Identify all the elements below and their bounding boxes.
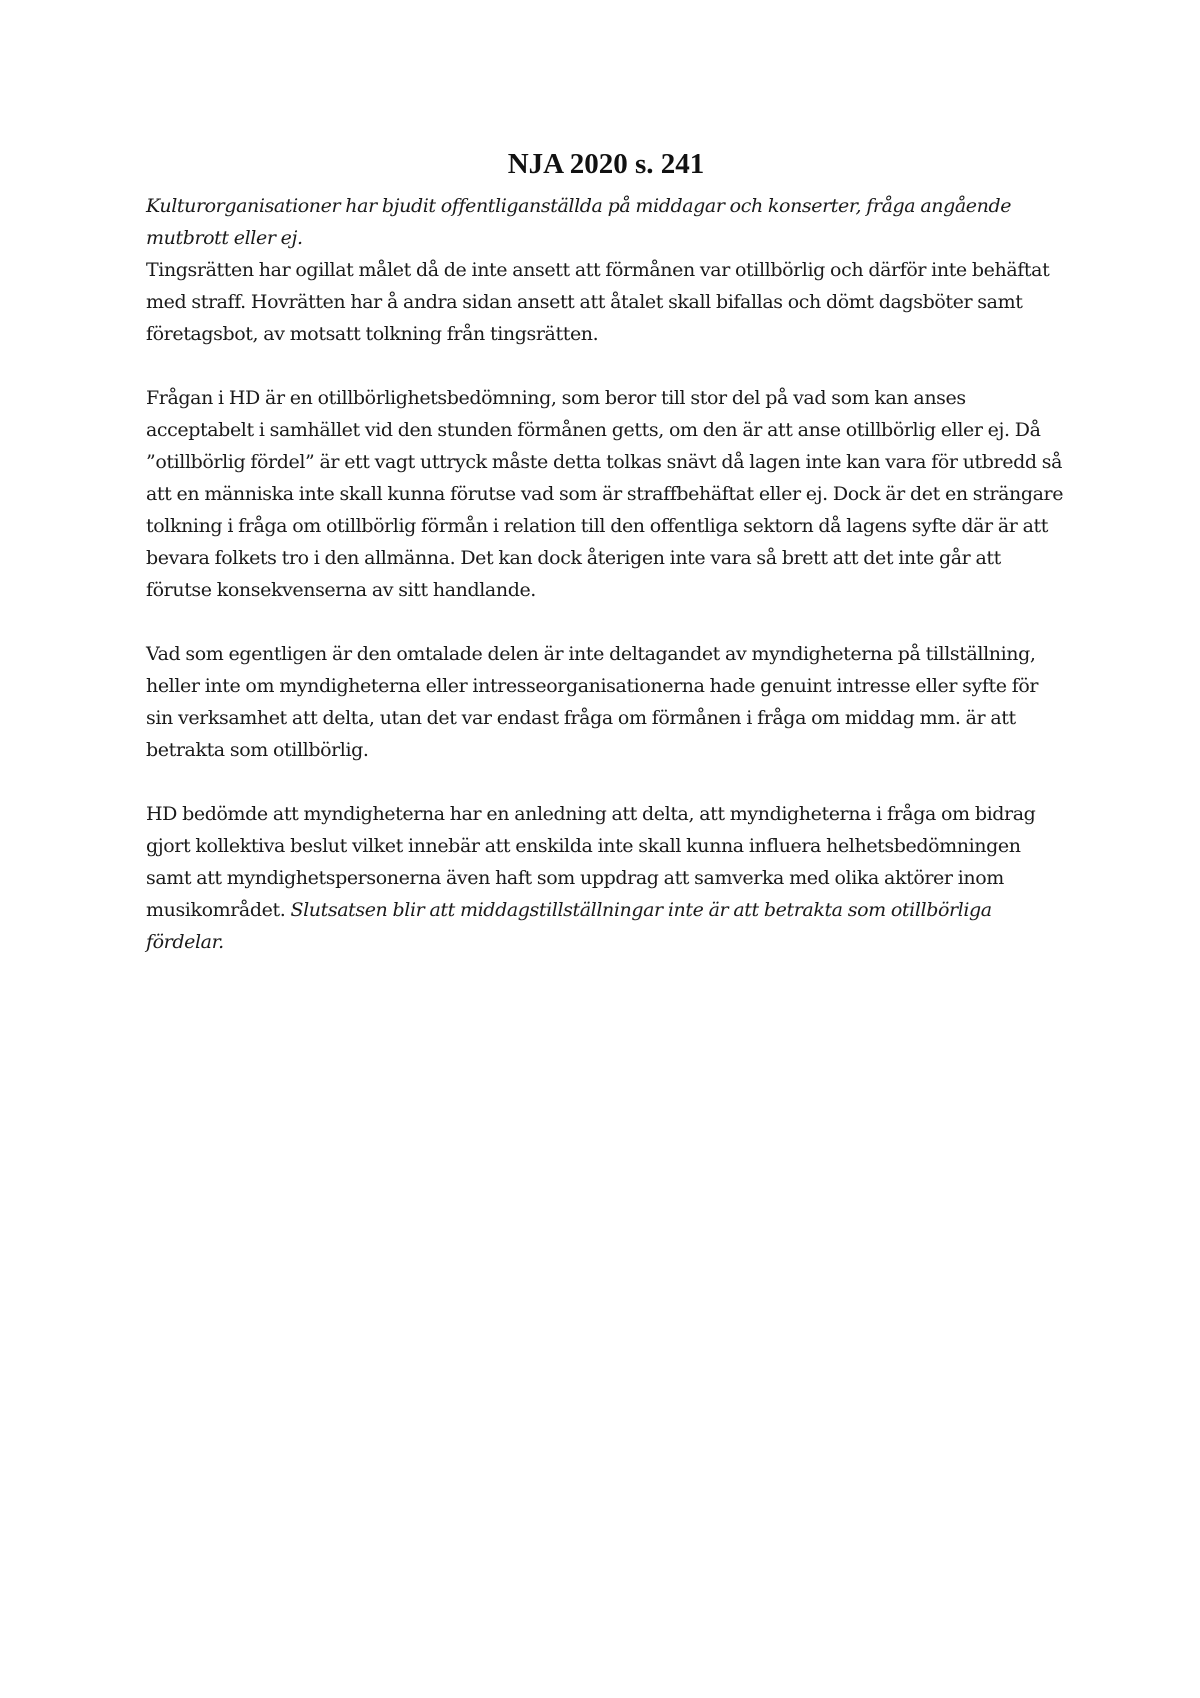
paragraph-hd-ruling <box>146 798 1066 958</box>
paragraph-hd-assessment: Frågan i HD är en otillbörlighetsbedömning, som beror till stor del på vad som kan anses acceptabelt i samhället vid den stunden förmånen getts, om den är att anse otillbörlig eller ej. Då ”otillbörlig fördel” är ett vagt uttryck måste detta tolkas snävt då lagen inte kan vara för utbredd så att en människa inte skall kunna förutse vad som är straffbehäftat eller ej. Dock är det en strängare tolkning i fråga om otillbörlig förmån i relation till den offentliga sektorn då lagens syfte där är att bevara folkets tro i den allmänna. Det kan dock återigen inte vara så brett att det inte går att förutse konsekvenserna av sitt handlande. <box>146 387 1064 601</box>
paragraph-spacer <box>146 350 1066 382</box>
paragraph-spacer <box>146 766 1066 798</box>
paragraph-core-issue: Vad som egentligen är den omtalade delen är inte deltagandet av myndigheterna på tillställning, heller inte om myndigheterna eller intresseorganisationerna hade genuint intresse eller syfte för sin verksamhet att delta, utan det var endast fråga om förmånen i fråga om middag mm. är att betrakta som otillbörlig. <box>146 643 1039 761</box>
paragraph-lower-courts: Tingsrätten har ogillat målet då de inte ansett att förmånen var otillbörlig och därför inte behäftat med straff. Hovrätten har å andra sidan ansett att åtalet skall bifallas och dömt dagsböter samt företagsbot, av motsatt tolkning från tingsrätten. <box>146 259 1050 345</box>
case-title: NJA 2020 s. 241 <box>507 148 705 180</box>
ruling-conclusion: Slutsatsen blir att middagstillställningar inte är att betrakta som otillbörliga fördelar. <box>146 899 992 953</box>
ruling-reasoning: HD bedömde att myndigheterna har en anledning att delta, att myndigheterna i fråga om bidrag gjort kollektiva beslut vilket innebär att enskilda inte skall kunna influera helhetsbedömningen samt att myndighetspersonerna även haft som uppdrag att samverka med olika aktörer inom musikområdet. <box>146 803 1036 921</box>
case-summary: Kulturorganisationer har bjudit offentliganställda på middagar och konserter, fråga angående mutbrott eller ej. <box>146 195 1012 249</box>
paragraph-spacer <box>146 606 1066 638</box>
document-content <box>146 144 1066 958</box>
